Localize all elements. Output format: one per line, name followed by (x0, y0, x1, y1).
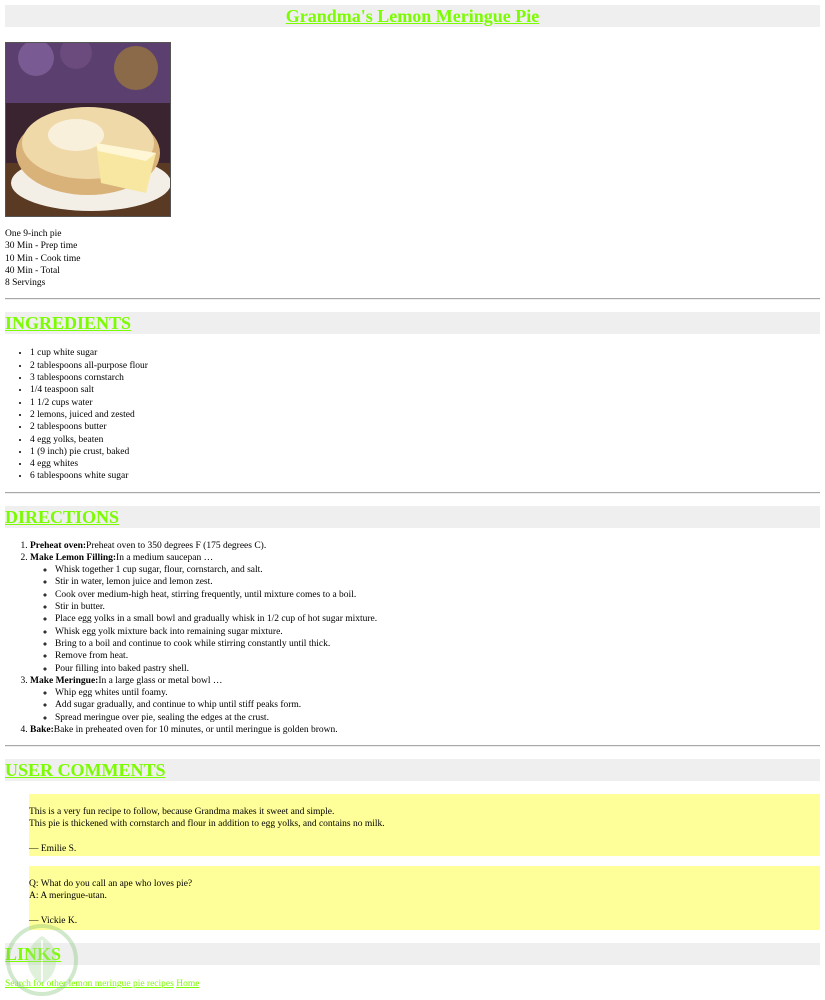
step-text: Bake in preheated oven for 10 minutes, or until meringue is golden brown. (53, 724, 338, 735)
comments-list (5, 794, 820, 930)
step-label: Make Meringue: (30, 675, 99, 686)
step-text: In a medium saucepan … (116, 552, 214, 563)
comment-line: A: A meringue-utan. (29, 891, 107, 902)
title-bar (5, 5, 820, 27)
substep-item: ◦ Spread meringue over pie, sealing the edges at the crust. (55, 712, 820, 724)
ingredient-item: • 1 (9 inch) pie crust, baked (30, 446, 820, 458)
ingredient-item: • 2 tablespoons butter (30, 421, 820, 433)
substep-list (30, 564, 820, 675)
substep-item: ◦ Place egg yolks in a small bowl and gradually whisk in 1/2 cup of hot sugar mixture. (55, 613, 820, 625)
fact-total-time: 40 Min - Total (5, 265, 60, 276)
comments-heading-bar (5, 759, 820, 781)
home-link[interactable]: Home (176, 979, 200, 990)
substep-item: ◦ Stir in butter. (55, 601, 820, 613)
ingredient-item: • 4 egg whites (30, 458, 820, 470)
ingredient-item: • 2 tablespoons all-purpose flour (30, 360, 820, 372)
directions-heading[interactable]: DIRECTIONS (5, 506, 120, 527)
substep-item: ◦ Pour filling into baked pastry shell. (55, 663, 820, 675)
pie-photo (5, 42, 171, 217)
direction-step (30, 552, 820, 675)
fact-prep-time: 30 Min - Prep time (5, 241, 78, 252)
comment-box (29, 794, 820, 856)
direction-step (30, 724, 820, 736)
substep-item: ◦ Whip egg whites until foamy. (55, 687, 820, 699)
substep-item: ◦ Bring to a boil and continue to cook while stirring constantly until thick. (55, 638, 820, 650)
divider (5, 298, 820, 300)
comment-line: This pie is thickened with cornstarch and flour in addition to egg yolks, and contains no milk. (29, 819, 385, 830)
fact-cook-time: 10 Min - Cook time (5, 253, 81, 264)
ingredient-item: • 3 tablespoons cornstarch (30, 372, 820, 384)
comment-box (29, 866, 820, 930)
links-heading-bar (5, 943, 820, 965)
ingredients-list (5, 347, 820, 482)
comment-line: This is a very fun recipe to follow, because Grandma makes it sweet and simple. (29, 807, 335, 818)
fact-yield: One 9-inch pie (5, 229, 62, 239)
substep-item: ◦ Cook over medium-high heat, stirring frequently, until mixture comes to a boil. (55, 589, 820, 601)
divider (5, 492, 820, 494)
direction-step (30, 540, 820, 552)
pie-photo-image (6, 43, 171, 217)
substep-item: ◦ Whisk egg yolk mixture back into remaining sugar mixture. (55, 626, 820, 638)
search-recipes-link[interactable]: Search for other lemon meringue pie recipes (5, 979, 174, 990)
substep-item: ◦ Stir in water, lemon juice and lemon zest. (55, 576, 820, 588)
divider (5, 745, 820, 747)
ingredient-item: • 6 tablespoons white sugar (30, 470, 820, 482)
substep-item: ◦ Add sugar gradually, and continue to whip until stiff peaks form. (55, 699, 820, 711)
page-title-link[interactable]: Grandma's Lemon Meringue Pie (285, 6, 540, 26)
direction-step (30, 675, 820, 724)
comment-author: — Vickie K. (29, 915, 78, 926)
step-label: Make Lemon Filling: (30, 552, 117, 563)
comment-spacer (29, 903, 820, 915)
comment-line: Q: What do you call an ape who loves pie? (29, 879, 193, 890)
directions-list (5, 540, 820, 736)
links-heading[interactable]: LINKS (5, 944, 62, 965)
links-row (5, 978, 820, 990)
step-text: Preheat oven to 350 degrees F (175 degrees C). (86, 540, 267, 551)
substep-item: ◦ Whisk together 1 cup sugar, flour, cornstarch, and salt. (55, 564, 820, 576)
ingredient-item: • 4 egg yolks, beaten (30, 434, 820, 446)
ingredient-item: • 1 1/2 cups water (30, 397, 820, 409)
step-label: Bake: (30, 724, 54, 735)
ingredients-heading[interactable]: INGREDIENTS (5, 313, 132, 334)
ingredient-item: • 1/4 teaspoon salt (30, 384, 820, 396)
directions-heading-bar (5, 506, 820, 528)
ingredients-heading-bar (5, 312, 820, 334)
comment-spacer (29, 831, 820, 843)
recipe-page (5, 5, 820, 990)
comment-author: — Emilie S. (29, 843, 77, 854)
step-label: Preheat oven: (30, 540, 87, 551)
substep-item: ◦ Remove from heat. (55, 650, 820, 662)
ingredient-item: • 2 lemons, juiced and zested (30, 409, 820, 421)
fact-servings: 8 Servings (5, 278, 46, 289)
recipe-facts (5, 228, 820, 289)
step-text: In a large glass or metal bowl … (98, 675, 223, 686)
ingredient-item: • 1 cup white sugar (30, 347, 820, 359)
substep-list (30, 687, 820, 724)
comments-heading[interactable]: USER COMMENTS (5, 760, 166, 781)
